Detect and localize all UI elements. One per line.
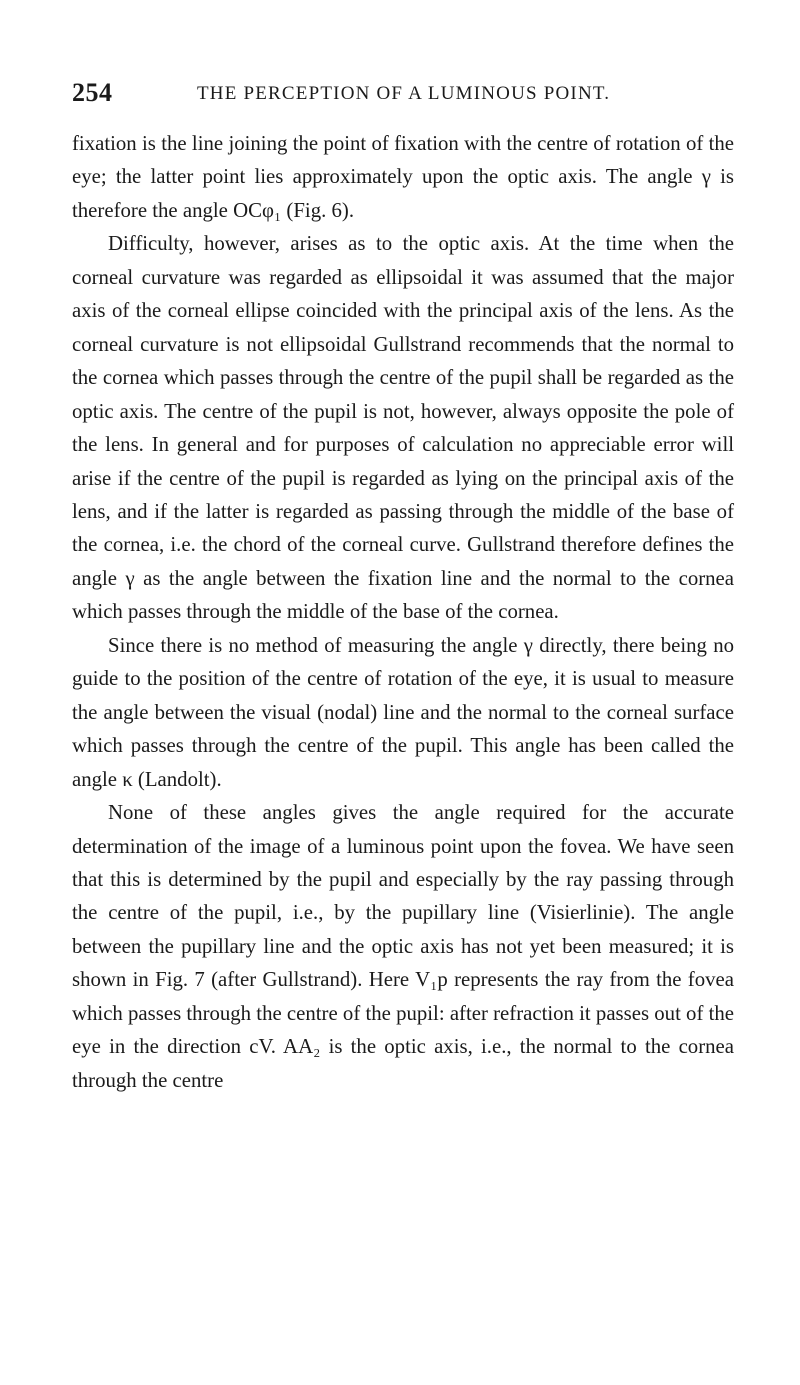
paragraph: Difficulty, however, arises as to the optic axis. At the time when the corneal curvature was regarded as ellipsoidal it was assumed that the major axis of the corneal ellipse coincided with the principal axis of the lens. As the corneal curvature is not ellipsoidal Gullstrand recommends that the normal to the cornea which passes through the centre of the pupil shall be regarded as the optic axis. The centre of the pupil is not, however, always opposite the pole of the lens. In general and for purposes of calculation no appreciable error will arise if the centre of the pupil is regarded as lying on the principal axis of the lens, and if the latter is regarded as passing through the middle of the base of the cornea, i.e. the chord of the corneal curve. Gullstrand therefore defines the angle γ as the angle between the fixation line and the normal to the cornea which passes through the middle of the base of the cornea. <box>72 232 734 624</box>
paragraph: None of these angles gives the angle required for the accurate determination of the image of a luminous point upon the fovea. We have seen that this is determined by the pupil and especially by the ray passing through the centre of the pupil, i.e., by the pupillary line (Visierlinie). The angle between the pupillary line and the optic axis has not yet been measured; it is shown in Fig. 7 (after Gullstrand). Here V₁p represents the ray from the fovea which passes through the centre of the pupil: after refraction it passes out of the eye in the direction cV. AA₂ is the optic axis, i.e., the normal to the cornea through the centre <box>72 801 734 1092</box>
page-number: 254 <box>72 78 113 107</box>
page-header <box>72 78 732 118</box>
paragraph: Since there is no method of measuring the angle γ directly, there being no guide to the position of the centre of rotation of the eye, it is usual to measure the angle between the visual (nodal) line and the normal to the corneal surface which passes through the centre of the pupil. This angle has been called the angle κ (Landolt). <box>72 633 734 791</box>
body-text <box>72 127 734 1097</box>
paragraph: fixation is the line joining the point of fixation with the centre of rotation of the eye; the latter point lies approximately upon the optic axis. The angle γ is therefore the angle OCφ₁ (Fig. 6). <box>72 132 734 222</box>
running-head: THE PERCEPTION OF A LUMINOUS POINT. <box>197 83 611 104</box>
